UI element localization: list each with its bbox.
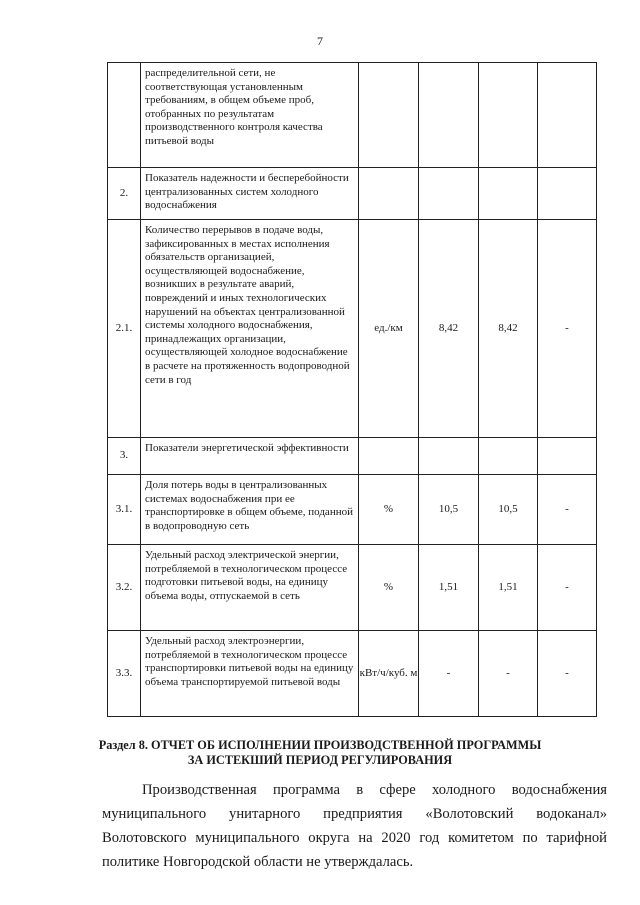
- unit-cell: %: [359, 545, 419, 631]
- fact-value: 10,5: [479, 475, 538, 545]
- deviation-value: [538, 168, 597, 220]
- deviation-value: [538, 63, 597, 168]
- table-row: [108, 545, 597, 631]
- table-row: [108, 438, 597, 475]
- section-title-line: ЗА ИСТЕКШИЙ ПЕРИОД РЕГУЛИРОВАНИЯ: [187, 753, 453, 767]
- unit-cell: кВт/ч/куб. м: [359, 631, 419, 717]
- row-number: [108, 63, 141, 168]
- deviation-value: -: [538, 475, 597, 545]
- indicator-name: Показатель надежности и бесперебойности централизованных систем холодного водоснабжения: [141, 168, 359, 220]
- table-row: [108, 475, 597, 545]
- page-number: 7: [317, 34, 323, 48]
- indicator-name: распределительной сети, не соответствующая установленным требованиям, в общем объеме проб, отобранных по результатам производственного контроля качества питьевой воды: [141, 63, 359, 168]
- unit-cell: %: [359, 475, 419, 545]
- row-number: 3.: [108, 438, 141, 475]
- indicators-table: [107, 62, 597, 717]
- indicator-name: Удельный расход электрической энергии, потребляемой в технологическом процессе подготовки питьевой воды, на единицу объема воды, отпускаемой в сеть: [141, 545, 359, 631]
- section-title-line: Раздел 8. ОТЧЕТ ОБ ИСПОЛНЕНИИ ПРОИЗВОДСТВЕННОЙ ПРОГРАММЫ: [98, 738, 542, 752]
- indicator-name: Показатели энергетической эффективности: [141, 438, 359, 475]
- fact-value: 1,51: [479, 545, 538, 631]
- fact-value: 8,42: [479, 220, 538, 438]
- deviation-value: -: [538, 631, 597, 717]
- plan-value: [419, 438, 479, 475]
- plan-value: 1,51: [419, 545, 479, 631]
- plan-value: [419, 168, 479, 220]
- unit-cell: ед./км: [359, 220, 419, 438]
- fact-value: [479, 438, 538, 475]
- fact-value: -: [479, 631, 538, 717]
- row-number: 2.: [108, 168, 141, 220]
- plan-value: -: [419, 631, 479, 717]
- unit-cell: [359, 438, 419, 475]
- fact-value: [479, 168, 538, 220]
- row-number: 3.1.: [108, 475, 141, 545]
- row-number: 3.2.: [108, 545, 141, 631]
- body-paragraph: Производственная программа в сфере холодного водоснабжения муниципального унитарного предприятия «Волотовский водоканал» Волотовского муниципального округа на 2020 год комитетом по тарифной политике Новгородской области не утверждалась.: [102, 782, 607, 870]
- plan-value: [419, 63, 479, 168]
- unit-cell: [359, 63, 419, 168]
- section-title: [0, 738, 640, 768]
- table-row: [108, 631, 597, 717]
- unit-cell: [359, 168, 419, 220]
- deviation-value: -: [538, 220, 597, 438]
- row-number: 2.1.: [108, 220, 141, 438]
- table-row: [108, 220, 597, 438]
- row-number: 3.3.: [108, 631, 141, 717]
- fact-value: [479, 63, 538, 168]
- indicator-name: Доля потерь воды в централизованных системах водоснабжения при ее транспортировке в общем объеме, поданной в водопроводную сеть: [141, 475, 359, 545]
- plan-value: 10,5: [419, 475, 479, 545]
- indicator-name: Удельный расход электроэнергии, потребляемой в технологическом процессе транспортировки питьевой воды на единицу объема транспортируемой питьевой воды: [141, 631, 359, 717]
- plan-value: 8,42: [419, 220, 479, 438]
- table-row: [108, 168, 597, 220]
- table-row: [108, 63, 597, 168]
- deviation-value: -: [538, 545, 597, 631]
- indicator-name: Количество перерывов в подаче воды, зафиксированных в местах исполнения обязательств организацией, осуществляющей водоснабжение, возникших в результате аварий, повреждений и иных технологических нарушений на объектах централизованной системы холодного водоснабжения, принадлежащих организации, осуществляющей холодное водоснабжение в расчете на протяженность водопроводной сети в год: [141, 220, 359, 438]
- deviation-value: [538, 438, 597, 475]
